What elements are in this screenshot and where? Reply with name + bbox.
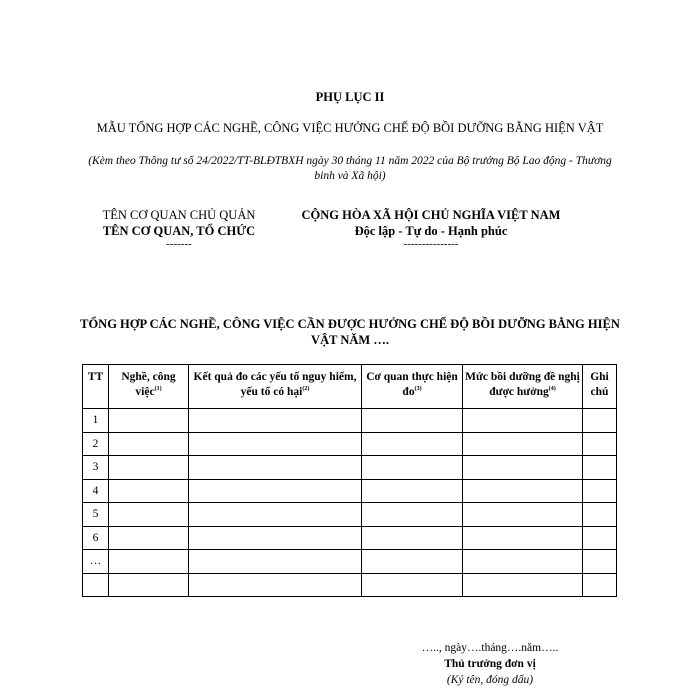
table-row [83, 573, 617, 597]
table-cell [463, 456, 583, 480]
table-row [83, 526, 617, 550]
table-cell [463, 432, 583, 456]
table-cell [463, 479, 583, 503]
column-header [189, 365, 362, 409]
column-header-label: Cơ quan thực hiện đo [366, 371, 458, 398]
table-cell [362, 503, 463, 527]
table-cell [463, 550, 583, 574]
table-body [83, 409, 617, 597]
table-row [83, 503, 617, 527]
table-cell [362, 573, 463, 597]
column-header-label: Mức bồi dưỡng đề nghị được hưởng [465, 371, 580, 398]
table-cell [463, 503, 583, 527]
table-cell [583, 526, 617, 550]
form-subtitle: (Kèm theo Thông tư số 24/2022/TT-BLĐTBXH ngày 30 tháng 11 năm 2022 của Bộ trưởng Bộ Lao động - Thương binh và Xã hội) [88, 155, 612, 182]
column-header [362, 365, 463, 409]
table-row [83, 550, 617, 574]
table-header-row [83, 365, 617, 409]
row-number: 5 [83, 503, 109, 527]
table-cell [362, 479, 463, 503]
table-cell [189, 550, 362, 574]
table-cell [109, 550, 189, 574]
row-number: 3 [83, 456, 109, 480]
agency-block [84, 207, 274, 250]
table-cell [189, 526, 362, 550]
date-line: ….., ngày….tháng….năm….. [421, 642, 559, 654]
table-cell [109, 573, 189, 597]
signer-title: Thủ trưởng đơn vị [444, 658, 536, 670]
column-header-label: Ghi chú [590, 371, 609, 398]
footnote-marker: (3) [414, 386, 422, 393]
table-cell [362, 409, 463, 433]
table-cell [583, 432, 617, 456]
footnote-marker: (4) [548, 386, 556, 393]
national-header [276, 207, 586, 250]
table-title: TỔNG HỢP CÁC NGHỀ, CÔNG VIỆC CẦN ĐƯỢC HƯỞNG CHẾ ĐỘ BỒI DƯỠNG BẰNG HIỆN VẬT NĂM …. [80, 317, 620, 347]
motto-divider: --------------- [403, 238, 459, 250]
table-row [83, 479, 617, 503]
appendix-title: PHỤ LỤC II [315, 90, 385, 104]
table-cell [463, 526, 583, 550]
motto: Độc lập - Tự do - Hạnh phúc [354, 224, 508, 238]
table-cell [583, 573, 617, 597]
row-number [83, 573, 109, 597]
table-cell [109, 479, 189, 503]
table-cell [189, 456, 362, 480]
table-cell [109, 432, 189, 456]
table-cell [189, 573, 362, 597]
row-number: 1 [83, 409, 109, 433]
table-cell [583, 503, 617, 527]
table-row [83, 409, 617, 433]
table-cell [109, 526, 189, 550]
form-title: MẪU TỔNG HỢP CÁC NGHỀ, CÔNG VIỆC HƯỞNG CHẾ ĐỘ BỒI DƯỠNG BẰNG HIỆN VẬT [96, 121, 604, 135]
table-cell [109, 503, 189, 527]
table-cell [189, 479, 362, 503]
table-cell [583, 409, 617, 433]
table-cell [189, 503, 362, 527]
column-header-label: Nghề, công việc [121, 371, 176, 398]
table-row [83, 456, 617, 480]
table-row [83, 432, 617, 456]
summary-table [82, 364, 617, 597]
table-cell [362, 456, 463, 480]
row-number: 6 [83, 526, 109, 550]
table-cell [189, 409, 362, 433]
column-header [83, 365, 109, 409]
column-header [109, 365, 189, 409]
table-cell [109, 409, 189, 433]
row-number: 2 [83, 432, 109, 456]
table-cell [463, 573, 583, 597]
footnote-marker: (2) [302, 386, 310, 393]
column-header-label: TT [87, 371, 104, 383]
column-header [583, 365, 617, 409]
column-header-label: Kết quả đo các yếu tố nguy hiểm, yếu tố có hại [193, 371, 357, 398]
row-number: … [83, 550, 109, 574]
table-cell [583, 550, 617, 574]
agency-name: TÊN CƠ QUAN, TỔ CHỨC [102, 224, 256, 238]
table-cell [362, 432, 463, 456]
signature-note: (Ký tên, đóng dấu) [446, 674, 534, 686]
table-cell [362, 526, 463, 550]
table-cell [583, 456, 617, 480]
table-cell [463, 409, 583, 433]
column-header [463, 365, 583, 409]
table-cell [189, 432, 362, 456]
table-cell [583, 479, 617, 503]
signature-block [380, 640, 600, 688]
parent-agency-name: TÊN CƠ QUAN CHỦ QUẢN [102, 208, 256, 222]
agency-divider: ------- [166, 238, 192, 250]
table-cell [109, 456, 189, 480]
footnote-marker: (1) [154, 386, 162, 393]
table-cell [362, 550, 463, 574]
country-name: CỘNG HÒA XÃ HỘI CHỦ NGHĨA VIỆT NAM [301, 208, 561, 222]
row-number: 4 [83, 479, 109, 503]
